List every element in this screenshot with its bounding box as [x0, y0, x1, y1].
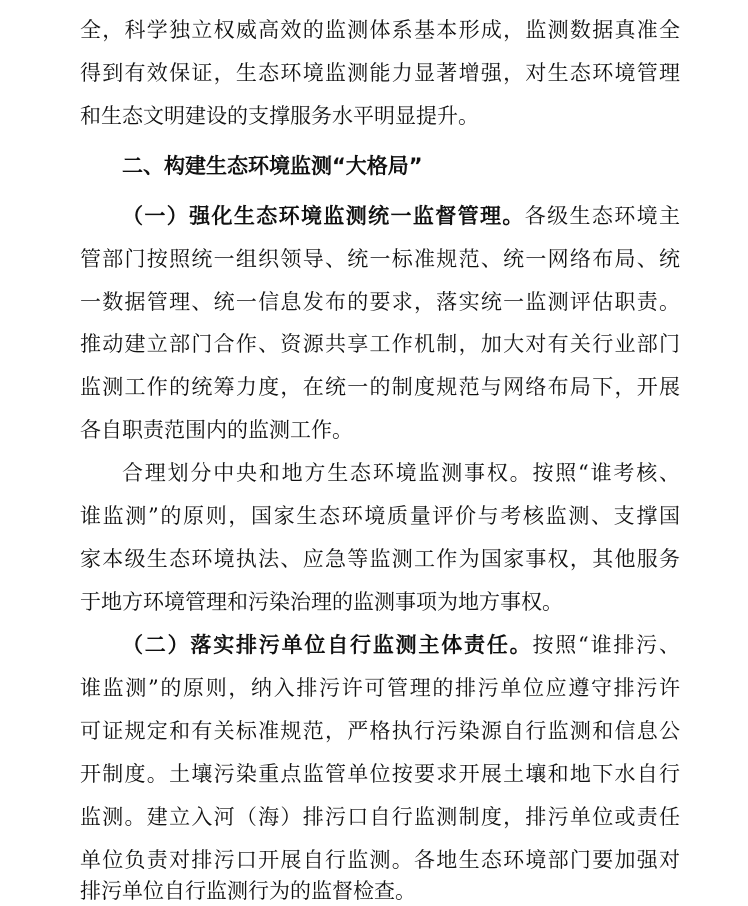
- line-text: 监测工作的统筹力度，在统一的制度规范与网络布局下，开展: [80, 375, 680, 399]
- line-text: 全，科学独立权威高效的监测体系基本形成，监测数据真准全: [80, 18, 680, 42]
- paragraph-line: [80, 587, 680, 617]
- paragraph-line: [80, 845, 680, 875]
- line-text: 可证规定和有关标准规范，严格执行污染源自行监测和信息公: [80, 719, 680, 743]
- paragraph-line: [80, 501, 680, 531]
- subsection-first-line: [122, 630, 680, 660]
- paragraph-line: [80, 544, 680, 574]
- line-text: 谁监测”的原则，国家生态环境质量评价与考核监测、支撑国: [80, 504, 680, 528]
- paragraph-line: [80, 759, 680, 789]
- line-text: 合理划分中央和地方生态环境监测事权。按照“谁考核、: [122, 461, 680, 485]
- line-text: 监测。建立入河（海）排污口自行监测制度，排污单位或责任: [80, 805, 680, 829]
- subsection-first-line: [122, 201, 680, 231]
- paragraph-first-line: [122, 458, 680, 488]
- subsection-heading: （二）落实排污单位自行监测主体责任。: [122, 633, 533, 657]
- paragraph-line: [80, 372, 680, 402]
- paragraph-line: [80, 876, 680, 906]
- section-heading: [122, 151, 722, 181]
- line-text: 排污单位自行监测行为的监督检查。: [80, 879, 416, 903]
- paragraph-line: [80, 101, 680, 131]
- line-text: 家本级生态环境执法、应急等监测工作为国家事权，其他服务: [80, 547, 680, 571]
- paragraph-line: [80, 716, 680, 746]
- line-text: 各级生态环境主: [524, 204, 680, 228]
- paragraph-line: [80, 244, 680, 274]
- line-text: 谁监测”的原则，纳入排污许可管理的排污单位应遵守排污许: [80, 676, 680, 700]
- line-text: 得到有效保证，生态环境监测能力显著增强，对生态环境管理: [80, 61, 680, 85]
- paragraph-line: [80, 287, 680, 317]
- paragraph-line: [80, 15, 680, 45]
- line-text: 各自职责范围内的监测工作。: [80, 418, 353, 442]
- line-text: 推动建立部门合作、资源共享工作机制，加大对有关行业部门: [80, 332, 680, 356]
- paragraph-line: [80, 58, 680, 88]
- line-text: 开制度。土壤污染重点监管单位按要求开展土壤和地下水自行: [80, 762, 680, 786]
- line-text: 单位负责对排污口开展自行监测。各地生态环境部门要加强对: [80, 848, 680, 872]
- heading-text: 二、构建生态环境监测“大格局”: [122, 154, 423, 178]
- line-text: 和生态文明建设的支撑服务水平明显提升。: [80, 104, 479, 128]
- line-text: 于地方环境管理和污染治理的监测事项为地方事权。: [80, 590, 563, 614]
- line-text: 管部门按照统一组织领导、统一标准规范、统一网络布局、统: [80, 247, 680, 271]
- paragraph-line: [80, 673, 680, 703]
- line-text: 按照“谁排污、: [532, 633, 680, 657]
- paragraph-line: [80, 415, 680, 445]
- line-text: 一数据管理、统一信息发布的要求，落实统一监测评估职责。: [80, 290, 680, 314]
- subsection-heading: （一）强化生态环境监测统一监督管理。: [122, 204, 525, 228]
- paragraph-line: [80, 329, 680, 359]
- paragraph-line: [80, 802, 680, 832]
